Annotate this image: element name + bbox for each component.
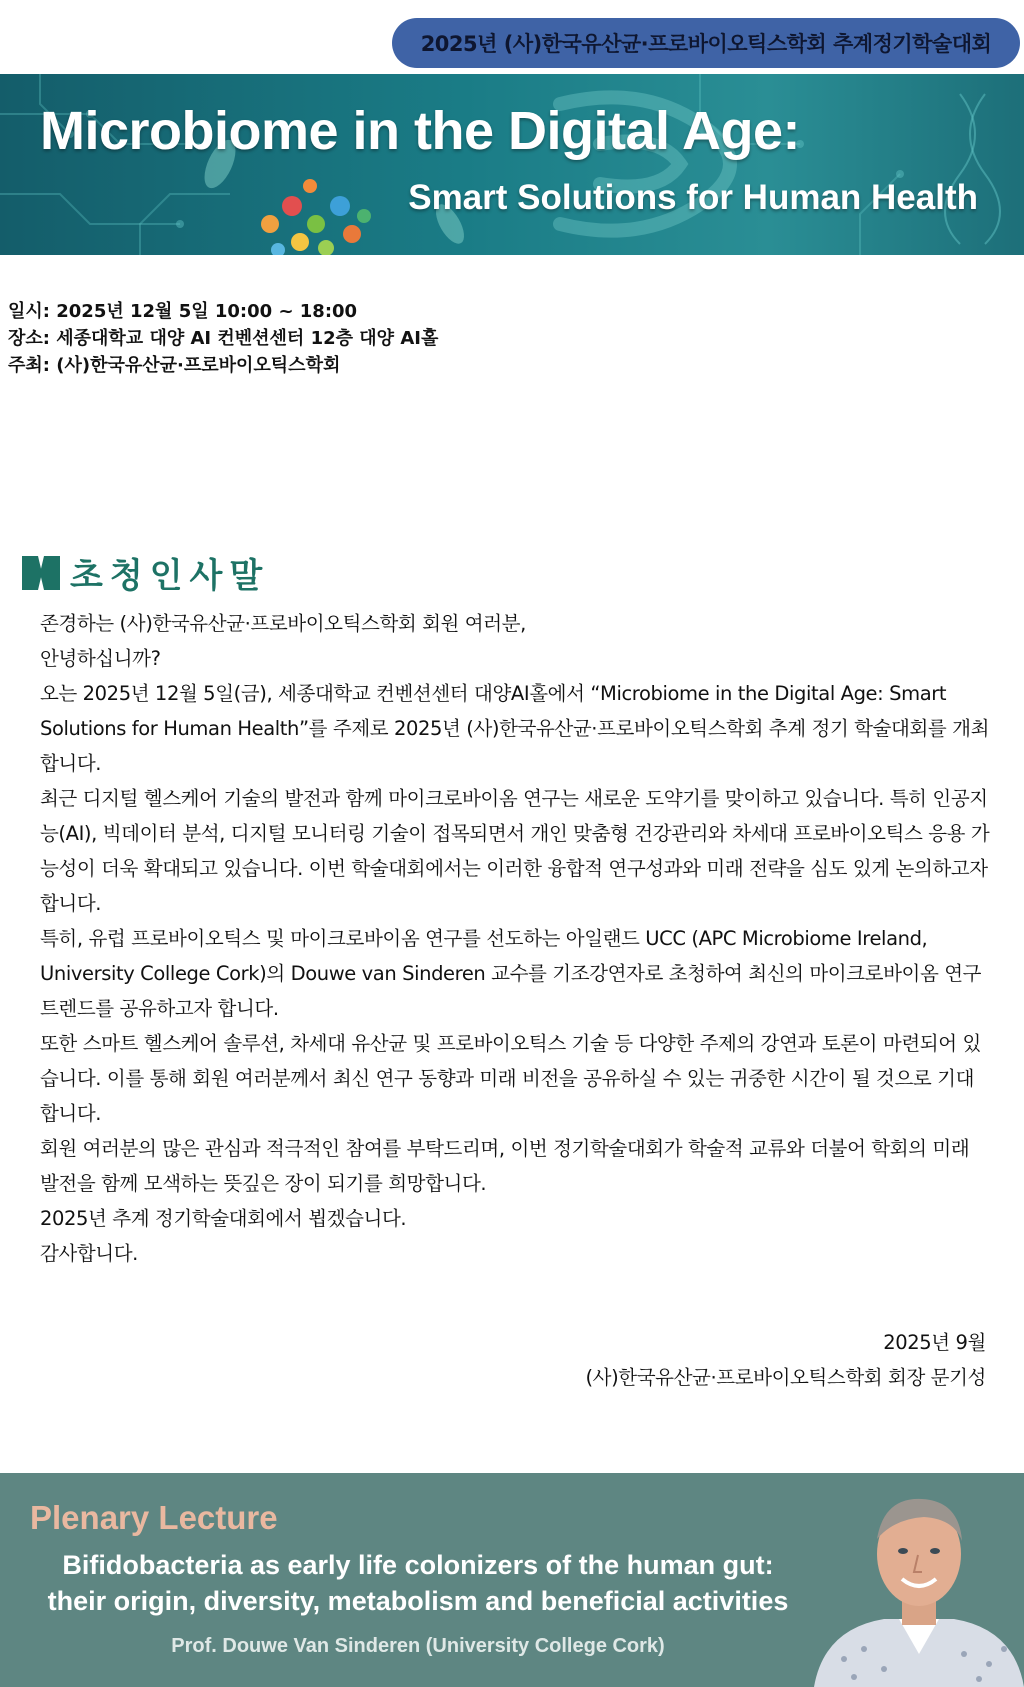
banner-subtitle: Smart Solutions for Human Health (408, 178, 978, 217)
greeting-heading (22, 548, 269, 597)
event-host: 주최: (사)한국유산균·프로바이오틱스학회 (8, 355, 341, 376)
conference-pill (392, 18, 1020, 68)
conference-pill-text: 2025년 (사)한국유산균·프로바이오틱스학회 추계정기학술대회 (420, 32, 992, 56)
letter-paragraph: 또한 스마트 헬스케어 솔루션, 차세대 유산균 및 프로바이오틱스 기술 등 다양한 주제의 강연과 토론이 마련되어 있습니다. 이를 통해 회원 여러분께서 최신 연구 동향과 미래 비전을 공유하실 수 있는 귀중한 시간이 될 것으로 기대합니다. (40, 1032, 981, 1125)
plenary-section (0, 1473, 1024, 1687)
hero-banner (0, 74, 1024, 255)
plenary-speaker: Prof. Douwe Van Sinderen (University College Cork) (171, 1635, 665, 1657)
letter-paragraph: 특히, 유럽 프로바이오틱스 및 마이크로바이옴 연구를 선도하는 아일랜드 UCC (APC Microbiome Ireland, University College Cork)의 Douwe van Sinderen 교수를 기조강연자로 초청하여 최신의 마이크로바이옴 연구 트렌드를 공유하고자 합니다. (40, 927, 982, 1020)
letter-paragraph: 2025년 추계 정기학술대회에서 뵙겠습니다. (40, 1207, 407, 1230)
event-info (8, 298, 438, 379)
plenary-title-line-2: their origin, diversity, metabolism and beneficial activities (47, 1586, 789, 1616)
letter-signature: (사)한국유산균·프로바이오틱스학회 회장 문기성 (585, 1366, 986, 1389)
greeting-letter (40, 606, 990, 1271)
letter-paragraph: 최근 디지털 헬스케어 기술의 발전과 함께 마이크로바이옴 연구는 새로운 도약기를 맞이하고 있습니다. 특히 인공지능(AI), 빅데이터 분석, 디지털 모니터링 기술이 접목되면서 개인 맞춤형 건강관리와 차세대 프로바이오틱스 응용 가능성이 더욱 확대되고 있습니다. 이번 학술대회에서는 이러한 융합적 연구성과와 미래 전략을 심도 있게 논의하고자 합니다. (40, 787, 990, 915)
letter-paragraph: 안녕하십니까? (40, 647, 161, 670)
bookmark-icon (22, 554, 60, 592)
plenary-title-line-1: Bifidobacteria as early life colonizers of the human gut: (62, 1550, 774, 1580)
letter-paragraph: 회원 여러분의 많은 관심과 적극적인 참여를 부탁드리며, 이번 정기학술대회가 학술적 교류와 더불어 학회의 미래 발전을 함께 모색하는 뜻깊은 장이 되기를 희망합니다. (40, 1137, 970, 1195)
letter-paragraph: 존경하는 (사)한국유산균·프로바이오틱스학회 회원 여러분, (40, 612, 526, 635)
speaker-portrait (814, 1479, 1024, 1687)
event-venue: 장소: 세종대학교 대양 AI 컨벤션센터 12층 대양 AI홀 (8, 328, 439, 349)
greeting-title: 초청인사말 (70, 556, 270, 596)
plenary-title (18, 1547, 818, 1619)
banner-title: Microbiome in the Digital Age: (40, 101, 801, 161)
event-date: 일시: 2025년 12월 5일 10:00 ~ 18:00 (8, 301, 358, 322)
letter-paragraph: 감사합니다. (40, 1242, 138, 1265)
letter-signature-block (585, 1325, 986, 1395)
plenary-label: Plenary Lecture (30, 1499, 278, 1536)
letter-paragraph: 오는 2025년 12월 5일(금), 세종대학교 컨벤션센터 대양AI홀에서 “Microbiome in the Digital Age: Smart Solutions for Human Health”를 주제로 2025년 (사)한국유산균·프로바이오틱스학회 추계 정기 학술대회를 개최합니다. (40, 682, 990, 775)
letter-date: 2025년 9월 (883, 1331, 986, 1354)
